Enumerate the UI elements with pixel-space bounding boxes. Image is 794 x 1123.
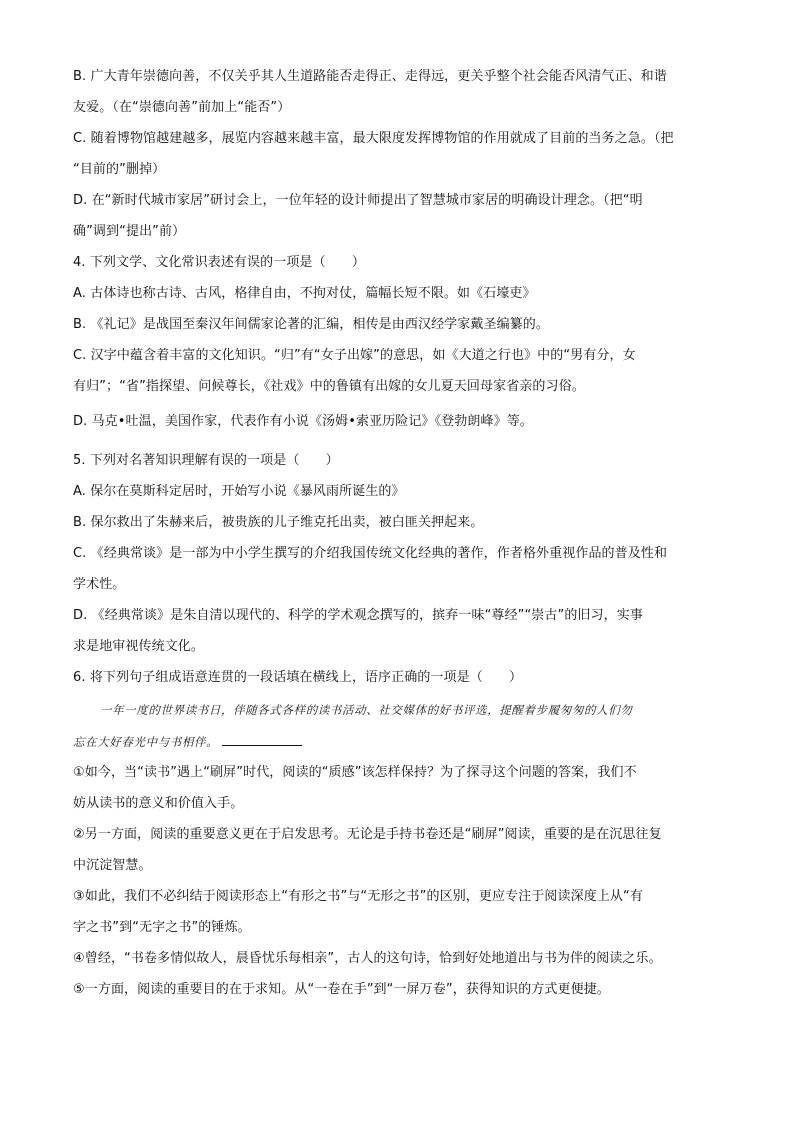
sentence-5: ⑤一方面，阅读的重要目的在于求知。从“一卷在手”到“一屏万卷”，获得知识的方式更便捷。 [73, 982, 610, 997]
q5-option-b: B. 保尔救出了朱赫来后，被贵族的儿子维克托出卖，被白匪关押起来。 [73, 515, 484, 530]
q5-option-d-line-2: 求是地审视传统文化。 [73, 639, 205, 654]
sentence-2-line-2: 中沉淀智慧。 [73, 858, 152, 873]
q5-option-c-line-1: C. 《经典常谈》是一部为中小学生撰写的介绍我国传统文化经典的著作，作者格外重视作品的普及性和 [73, 546, 668, 561]
option-d-line-2: 确”调到“提出”前） [73, 224, 186, 239]
q4-option-a: A. 古体诗也称古诗、古风，格律自由，不拘对仗，篇幅长短不限。如《石壕吏》 [73, 286, 536, 301]
sentence-2-line-1: ②另一方面，阅读的重要意义更在于启发思考。无论是手持书卷还是“刷屏”阅读，重要的是在沉思往复 [73, 827, 662, 842]
q4-option-d: D. 马克•吐温，美国作家，代表作有小说《汤姆•索亚历险记》《登勃朗峰》等。 [73, 414, 533, 429]
answer-blank [222, 733, 302, 746]
q6-passage-line-2-text: 忘在大好春光中与书相伴。 [73, 735, 219, 749]
option-c-line-2: “目前的”删掉） [73, 162, 166, 177]
option-b-line-1: B. 广大青年崇德向善，不仅关乎其人生道路能否走得正、走得远，更关乎整个社会能否风清气正、和谐 [73, 69, 667, 84]
q5-option-a: A. 保尔在莫斯科定居时，开始写小说《暴风雨所诞生的》 [73, 484, 405, 499]
q4-option-c-line-1: C. 汉字中蕴含着丰富的文化知识。“归”有“女子出嫁”的意思，如《大道之行也》中的“男有分，女 [73, 348, 636, 363]
sentence-3-line-2: 字之书”到“无字之书”的锤炼。 [73, 920, 251, 935]
sentence-4: ④曾经，“书卷多情似故人，晨昏忧乐每相亲”，古人的这句诗，恰到好处地道出与书为伴的阅读之乐。 [73, 951, 662, 966]
q4-option-c-line-2: 有归”；“省”指探望、问候尊长，《社戏》中的鲁镇有出嫁的女儿夏天回母家省亲的习俗。 [73, 379, 585, 394]
option-b-line-2: 友爱。（在“崇德向善”前加上“能否”） [73, 100, 291, 115]
sentence-1-line-1: ①如今，当“读书”遇上“刷屏”时代，阅读的“质感”该怎样保持？为了探寻这个问题的答案，我们不 [73, 765, 637, 780]
sentence-3-line-1: ③如此，我们不必纠结于阅读形态上“有形之书”与“无形之书”的区别，更应专注于阅读深度上从“有 [73, 889, 643, 904]
question-6-stem: 6. 将下列句子组成语意连贯的一段话填在横线上，语序正确的一项是（ ） [73, 670, 523, 685]
question-4-stem: 4. 下列文学、文化常识表述有误的一项是（ ） [73, 255, 365, 270]
q5-option-d-line-1: D. 《经典常谈》是朱自清以现代的、科学的学术观念撰写的，摈弃一味“尊经”“崇古”的旧习，实事 [73, 608, 643, 623]
question-5-stem: 5. 下列对名著知识理解有误的一项是（ ） [73, 453, 339, 468]
option-d-line-1: D. 在“新时代城市家居”研讨会上，一位年轻的设计师提出了智慧城市家居的明确设计理念。（把“明 [73, 193, 643, 208]
q5-option-c-line-2: 学术性。 [73, 577, 126, 592]
option-c-line-1: C. 随着博物馆越建越多，展览内容越来越丰富，最大限度发挥博物馆的作用就成了目前的当务之急。（把 [73, 131, 674, 146]
sentence-1-line-2: 妨从读书的意义和价值入手。 [73, 796, 244, 811]
q6-passage-line-2 [73, 733, 723, 751]
q4-option-b: B. 《礼记》是战国至秦汉年间儒家论著的汇编，相传是由西汉经学家戴圣编纂的。 [73, 317, 549, 332]
q6-passage-line-1: 一年一度的世界读书日，伴随各式各样的读书活动、社交媒体的好书评选，提醒着步履匆匆的人们勿 [100, 703, 633, 717]
